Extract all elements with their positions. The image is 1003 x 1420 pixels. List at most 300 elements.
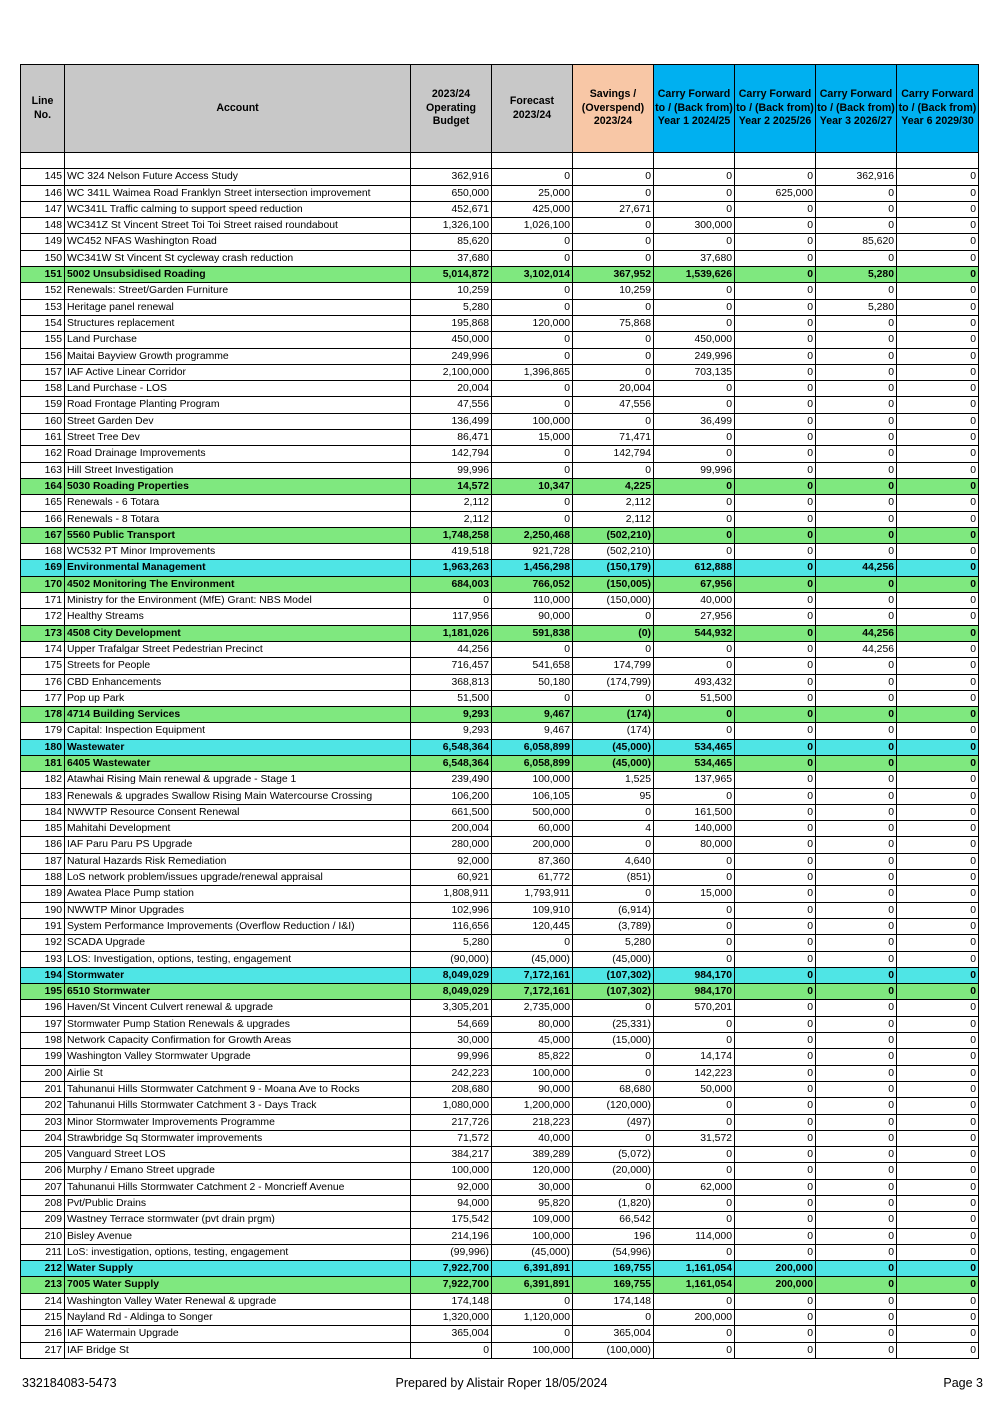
line-number-cell: 161 bbox=[21, 430, 65, 446]
savings-cell: (100,000) bbox=[573, 1342, 654, 1358]
account-cell: IAF Watermain Upgrade bbox=[65, 1326, 411, 1342]
savings-cell: 2,112 bbox=[573, 511, 654, 527]
carry-forward-year-2-cell: 0 bbox=[735, 1244, 816, 1260]
account-cell: Ministry for the Environment (MfE) Grant: NBS Model bbox=[65, 593, 411, 609]
spacer-cell bbox=[654, 153, 735, 169]
carry-forward-year-6-cell: 0 bbox=[897, 185, 979, 201]
line-number-cell: 203 bbox=[21, 1114, 65, 1130]
carry-forward-year-2-cell: 0 bbox=[735, 364, 816, 380]
line-number-cell: 194 bbox=[21, 967, 65, 983]
forecast-cell: 0 bbox=[492, 446, 573, 462]
carry-forward-year-2-cell: 0 bbox=[735, 1130, 816, 1146]
carry-forward-year-6-cell: 0 bbox=[897, 1147, 979, 1163]
carry-forward-year-2-cell: 0 bbox=[735, 1228, 816, 1244]
carry-forward-year-6-cell: 0 bbox=[897, 821, 979, 837]
forecast-cell: 25,000 bbox=[492, 185, 573, 201]
carry-forward-year-2-cell: 0 bbox=[735, 332, 816, 348]
savings-cell: (107,302) bbox=[573, 984, 654, 1000]
table-row bbox=[21, 495, 979, 511]
budget-cell: 239,490 bbox=[411, 772, 492, 788]
line-number-cell: 164 bbox=[21, 478, 65, 494]
savings-cell: 0 bbox=[573, 348, 654, 364]
header-carry-forward-year-1: Carry Forward to / (Back from) Year 1 2024/25 bbox=[654, 65, 735, 153]
savings-cell: (20,000) bbox=[573, 1163, 654, 1179]
forecast-cell: 100,000 bbox=[492, 1065, 573, 1081]
account-cell: Street Tree Dev bbox=[65, 430, 411, 446]
carry-forward-year-1-cell: 0 bbox=[654, 723, 735, 739]
savings-cell: (107,302) bbox=[573, 967, 654, 983]
savings-cell: (1,820) bbox=[573, 1196, 654, 1212]
forecast-cell: 0 bbox=[492, 495, 573, 511]
carry-forward-year-1-cell: 612,888 bbox=[654, 560, 735, 576]
table-row bbox=[21, 658, 979, 674]
carry-forward-year-3-cell: 0 bbox=[816, 1049, 897, 1065]
carry-forward-year-3-cell: 0 bbox=[816, 544, 897, 560]
carry-forward-year-2-cell: 0 bbox=[735, 837, 816, 853]
forecast-cell: 0 bbox=[492, 332, 573, 348]
forecast-cell: (45,000) bbox=[492, 1244, 573, 1260]
savings-cell: (5,072) bbox=[573, 1147, 654, 1163]
table-row bbox=[21, 1049, 979, 1065]
carry-forward-year-1-cell: 0 bbox=[654, 1033, 735, 1049]
carry-forward-year-2-cell: 0 bbox=[735, 348, 816, 364]
carry-forward-year-2-cell: 0 bbox=[735, 707, 816, 723]
table-row bbox=[21, 1293, 979, 1309]
account-cell: Upper Trafalgar Street Pedestrian Precinct bbox=[65, 641, 411, 657]
carry-forward-year-2-cell: 0 bbox=[735, 1342, 816, 1358]
carry-forward-year-6-cell: 0 bbox=[897, 446, 979, 462]
forecast-cell: 0 bbox=[492, 511, 573, 527]
carry-forward-year-6-cell: 0 bbox=[897, 1261, 979, 1277]
account-cell: WC532 PT Minor Improvements bbox=[65, 544, 411, 560]
carry-forward-year-2-cell: 0 bbox=[735, 870, 816, 886]
forecast-cell: 3,102,014 bbox=[492, 267, 573, 283]
forecast-cell: 6,391,891 bbox=[492, 1261, 573, 1277]
budget-cell: 249,996 bbox=[411, 348, 492, 364]
budget-cell: 280,000 bbox=[411, 837, 492, 853]
forecast-cell: 100,000 bbox=[492, 1228, 573, 1244]
carry-forward-year-1-cell: 161,500 bbox=[654, 804, 735, 820]
carry-forward-year-2-cell: 0 bbox=[735, 381, 816, 397]
forecast-cell: 9,467 bbox=[492, 723, 573, 739]
carry-forward-year-1-cell: 0 bbox=[654, 870, 735, 886]
account-cell: Streets for People bbox=[65, 658, 411, 674]
carry-forward-year-1-cell: 0 bbox=[654, 788, 735, 804]
savings-cell: 0 bbox=[573, 690, 654, 706]
budget-cell: 10,259 bbox=[411, 283, 492, 299]
savings-cell: (0) bbox=[573, 625, 654, 641]
line-number-cell: 207 bbox=[21, 1179, 65, 1195]
budget-cell: 1,181,026 bbox=[411, 625, 492, 641]
savings-cell: (54,996) bbox=[573, 1244, 654, 1260]
carry-forward-year-1-cell: 67,956 bbox=[654, 576, 735, 592]
carry-forward-year-1-cell: 0 bbox=[654, 397, 735, 413]
carry-forward-year-1-cell: 984,170 bbox=[654, 984, 735, 1000]
forecast-cell: 7,172,161 bbox=[492, 984, 573, 1000]
line-number-cell: 185 bbox=[21, 821, 65, 837]
budget-cell: 99,996 bbox=[411, 1049, 492, 1065]
carry-forward-year-2-cell: 0 bbox=[735, 772, 816, 788]
line-number-cell: 184 bbox=[21, 804, 65, 820]
line-number-cell: 189 bbox=[21, 886, 65, 902]
carry-forward-year-2-cell: 0 bbox=[735, 413, 816, 429]
table-row bbox=[21, 413, 979, 429]
table-row bbox=[21, 1098, 979, 1114]
account-cell: Environmental Management bbox=[65, 560, 411, 576]
account-cell: Pop up Park bbox=[65, 690, 411, 706]
carry-forward-year-3-cell: 44,256 bbox=[816, 641, 897, 657]
forecast-cell: 87,360 bbox=[492, 853, 573, 869]
carry-forward-year-3-cell: 0 bbox=[816, 1196, 897, 1212]
account-cell: Murphy / Emano Street upgrade bbox=[65, 1163, 411, 1179]
table-row bbox=[21, 853, 979, 869]
budget-cell: 452,671 bbox=[411, 201, 492, 217]
account-cell: SCADA Upgrade bbox=[65, 935, 411, 951]
savings-cell: 0 bbox=[573, 234, 654, 250]
carry-forward-year-2-cell: 0 bbox=[735, 902, 816, 918]
carry-forward-year-2-cell: 0 bbox=[735, 984, 816, 1000]
line-number-cell: 152 bbox=[21, 283, 65, 299]
carry-forward-year-1-cell: 570,201 bbox=[654, 1000, 735, 1016]
carry-forward-year-2-cell: 625,000 bbox=[735, 185, 816, 201]
forecast-cell: 1,120,000 bbox=[492, 1310, 573, 1326]
account-cell: WC 341L Waimea Road Franklyn Street intersection improvement bbox=[65, 185, 411, 201]
budget-cell: 200,004 bbox=[411, 821, 492, 837]
spacer-cell bbox=[492, 153, 573, 169]
table-row bbox=[21, 201, 979, 217]
group-total-row bbox=[21, 755, 979, 771]
spacer-cell bbox=[735, 153, 816, 169]
account-cell: Tahunanui Hills Stormwater Catchment 2 - Moncrieff Avenue bbox=[65, 1179, 411, 1195]
line-number-cell: 200 bbox=[21, 1065, 65, 1081]
table-row bbox=[21, 723, 979, 739]
table-row bbox=[21, 690, 979, 706]
table-row bbox=[21, 446, 979, 462]
line-number-cell: 147 bbox=[21, 201, 65, 217]
table-row bbox=[21, 1326, 979, 1342]
account-cell: Renewals: Street/Garden Furniture bbox=[65, 283, 411, 299]
forecast-cell: 0 bbox=[492, 690, 573, 706]
account-cell: Atawhai Rising Main renewal & upgrade - Stage 1 bbox=[65, 772, 411, 788]
forecast-cell: 120,445 bbox=[492, 918, 573, 934]
carry-forward-year-1-cell: 0 bbox=[654, 1016, 735, 1032]
page-number: Page 3 bbox=[943, 1376, 983, 1390]
carry-forward-year-3-cell: 0 bbox=[816, 755, 897, 771]
carry-forward-year-2-cell: 0 bbox=[735, 951, 816, 967]
carry-forward-year-3-cell: 0 bbox=[816, 609, 897, 625]
line-number-cell: 179 bbox=[21, 723, 65, 739]
carry-forward-year-1-cell: 0 bbox=[654, 478, 735, 494]
carry-forward-year-6-cell: 0 bbox=[897, 1342, 979, 1358]
carry-forward-year-1-cell: 1,539,626 bbox=[654, 267, 735, 283]
carry-forward-year-2-cell: 0 bbox=[735, 1049, 816, 1065]
table-row bbox=[21, 902, 979, 918]
savings-cell: (502,210) bbox=[573, 527, 654, 543]
carry-forward-year-2-cell: 0 bbox=[735, 478, 816, 494]
line-number-cell: 146 bbox=[21, 185, 65, 201]
table-row bbox=[21, 641, 979, 657]
line-number-cell: 178 bbox=[21, 707, 65, 723]
savings-cell: (6,914) bbox=[573, 902, 654, 918]
carry-forward-year-6-cell: 0 bbox=[897, 413, 979, 429]
line-number-cell: 216 bbox=[21, 1326, 65, 1342]
line-number-cell: 167 bbox=[21, 527, 65, 543]
carry-forward-year-1-cell: 984,170 bbox=[654, 967, 735, 983]
carry-forward-year-1-cell: 0 bbox=[654, 283, 735, 299]
forecast-cell: 120,000 bbox=[492, 315, 573, 331]
forecast-cell: 9,467 bbox=[492, 707, 573, 723]
carry-forward-year-1-cell: 544,932 bbox=[654, 625, 735, 641]
forecast-cell: 45,000 bbox=[492, 1033, 573, 1049]
carry-forward-year-1-cell: 0 bbox=[654, 234, 735, 250]
account-cell: Vanguard Street LOS bbox=[65, 1147, 411, 1163]
table-row bbox=[21, 315, 979, 331]
forecast-cell: 6,058,899 bbox=[492, 739, 573, 755]
table-row bbox=[21, 593, 979, 609]
line-number-cell: 187 bbox=[21, 853, 65, 869]
carry-forward-year-2-cell: 0 bbox=[735, 397, 816, 413]
carry-forward-year-6-cell: 0 bbox=[897, 1310, 979, 1326]
carry-forward-year-6-cell: 0 bbox=[897, 527, 979, 543]
carry-forward-year-2-cell: 0 bbox=[735, 201, 816, 217]
forecast-cell: 0 bbox=[492, 935, 573, 951]
carry-forward-year-2-cell: 0 bbox=[735, 918, 816, 934]
carry-forward-year-3-cell: 0 bbox=[816, 870, 897, 886]
account-cell: Road Frontage Planting Program bbox=[65, 397, 411, 413]
line-number-cell: 193 bbox=[21, 951, 65, 967]
budget-cell: 716,457 bbox=[411, 658, 492, 674]
account-cell: Capital: Inspection Equipment bbox=[65, 723, 411, 739]
forecast-cell: 200,000 bbox=[492, 837, 573, 853]
carry-forward-year-3-cell: 0 bbox=[816, 1065, 897, 1081]
carry-forward-year-6-cell: 0 bbox=[897, 169, 979, 185]
budget-cell: 8,049,029 bbox=[411, 967, 492, 983]
carry-forward-year-3-cell: 44,256 bbox=[816, 625, 897, 641]
budget-cell: 1,808,911 bbox=[411, 886, 492, 902]
carry-forward-year-2-cell: 0 bbox=[735, 1179, 816, 1195]
carry-forward-year-3-cell: 0 bbox=[816, 527, 897, 543]
carry-forward-year-3-cell: 0 bbox=[816, 951, 897, 967]
carry-forward-year-3-cell: 0 bbox=[816, 1000, 897, 1016]
account-cell: Tahunanui Hills Stormwater Catchment 3 - Days Track bbox=[65, 1098, 411, 1114]
line-number-cell: 155 bbox=[21, 332, 65, 348]
forecast-cell: 1,793,911 bbox=[492, 886, 573, 902]
line-number-cell: 165 bbox=[21, 495, 65, 511]
section-total-row bbox=[21, 967, 979, 983]
budget-cell: 7,922,700 bbox=[411, 1277, 492, 1293]
forecast-cell: 10,347 bbox=[492, 478, 573, 494]
budget-cell: 2,100,000 bbox=[411, 364, 492, 380]
savings-cell: 174,799 bbox=[573, 658, 654, 674]
carry-forward-year-3-cell: 0 bbox=[816, 821, 897, 837]
table-row bbox=[21, 1244, 979, 1260]
carry-forward-year-1-cell: 0 bbox=[654, 658, 735, 674]
line-number-cell: 183 bbox=[21, 788, 65, 804]
budget-cell: 117,956 bbox=[411, 609, 492, 625]
carry-forward-year-6-cell: 0 bbox=[897, 1081, 979, 1097]
forecast-cell: 425,000 bbox=[492, 201, 573, 217]
account-cell: Heritage panel renewal bbox=[65, 299, 411, 315]
budget-cell: 2,112 bbox=[411, 495, 492, 511]
carry-forward-year-1-cell: 40,000 bbox=[654, 593, 735, 609]
carry-forward-year-1-cell: 31,572 bbox=[654, 1130, 735, 1146]
budget-cell: 14,572 bbox=[411, 478, 492, 494]
carry-forward-year-1-cell: 0 bbox=[654, 1098, 735, 1114]
header-account: Account bbox=[65, 65, 411, 153]
budget-cell: 20,004 bbox=[411, 381, 492, 397]
budget-cell: 661,500 bbox=[411, 804, 492, 820]
budget-cell: 0 bbox=[411, 1342, 492, 1358]
savings-cell: 0 bbox=[573, 1179, 654, 1195]
budget-cell: 384,217 bbox=[411, 1147, 492, 1163]
carry-forward-year-6-cell: 0 bbox=[897, 804, 979, 820]
carry-forward-year-6-cell: 0 bbox=[897, 1114, 979, 1130]
spacer-cell bbox=[65, 153, 411, 169]
forecast-cell: 2,250,468 bbox=[492, 527, 573, 543]
account-cell: Nayland Rd - Aldinga to Songer bbox=[65, 1310, 411, 1326]
budget-cell: 6,548,364 bbox=[411, 739, 492, 755]
carry-forward-year-1-cell: 0 bbox=[654, 544, 735, 560]
carry-forward-year-3-cell: 0 bbox=[816, 1130, 897, 1146]
carry-forward-year-3-cell: 0 bbox=[816, 1293, 897, 1309]
savings-cell: (150,179) bbox=[573, 560, 654, 576]
carry-forward-year-3-cell: 0 bbox=[816, 283, 897, 299]
savings-cell: 5,280 bbox=[573, 935, 654, 951]
carry-forward-year-3-cell: 0 bbox=[816, 381, 897, 397]
carry-forward-year-3-cell: 0 bbox=[816, 1081, 897, 1097]
line-number-cell: 199 bbox=[21, 1049, 65, 1065]
carry-forward-year-2-cell: 0 bbox=[735, 169, 816, 185]
line-number-cell: 180 bbox=[21, 739, 65, 755]
carry-forward-year-2-cell: 0 bbox=[735, 511, 816, 527]
account-cell: System Performance Improvements (Overflow Reduction / I&I) bbox=[65, 918, 411, 934]
spacer-cell bbox=[573, 153, 654, 169]
budget-cell: 0 bbox=[411, 593, 492, 609]
carry-forward-year-3-cell: 0 bbox=[816, 853, 897, 869]
carry-forward-year-3-cell: 0 bbox=[816, 1326, 897, 1342]
carry-forward-year-6-cell: 0 bbox=[897, 1179, 979, 1195]
table-body bbox=[21, 153, 979, 1359]
account-cell: 4508 City Development bbox=[65, 625, 411, 641]
carry-forward-year-6-cell: 0 bbox=[897, 1098, 979, 1114]
carry-forward-year-1-cell: 137,965 bbox=[654, 772, 735, 788]
forecast-cell: 2,735,000 bbox=[492, 1000, 573, 1016]
carry-forward-year-3-cell: 0 bbox=[816, 723, 897, 739]
account-cell: Stormwater bbox=[65, 967, 411, 983]
savings-cell: (851) bbox=[573, 870, 654, 886]
account-cell: 6405 Wastewater bbox=[65, 755, 411, 771]
table-row bbox=[21, 1196, 979, 1212]
carry-forward-year-1-cell: 0 bbox=[654, 1114, 735, 1130]
budget-cell: 242,223 bbox=[411, 1065, 492, 1081]
forecast-cell: 1,026,100 bbox=[492, 218, 573, 234]
carry-forward-year-3-cell: 0 bbox=[816, 446, 897, 462]
budget-cell: 100,000 bbox=[411, 1163, 492, 1179]
table-row bbox=[21, 1310, 979, 1326]
budget-cell: 650,000 bbox=[411, 185, 492, 201]
account-cell: IAF Active Linear Corridor bbox=[65, 364, 411, 380]
line-number-cell: 190 bbox=[21, 902, 65, 918]
line-number-cell: 197 bbox=[21, 1016, 65, 1032]
line-number-cell: 163 bbox=[21, 462, 65, 478]
savings-cell: 20,004 bbox=[573, 381, 654, 397]
line-number-cell: 201 bbox=[21, 1081, 65, 1097]
carry-forward-year-2-cell: 0 bbox=[735, 755, 816, 771]
savings-cell: 174,148 bbox=[573, 1293, 654, 1309]
savings-cell: (150,000) bbox=[573, 593, 654, 609]
carry-forward-year-2-cell: 0 bbox=[735, 690, 816, 706]
line-number-cell: 196 bbox=[21, 1000, 65, 1016]
savings-cell: 68,680 bbox=[573, 1081, 654, 1097]
account-cell: Airlie St bbox=[65, 1065, 411, 1081]
carry-forward-year-1-cell: 0 bbox=[654, 935, 735, 951]
carry-forward-year-1-cell: 114,000 bbox=[654, 1228, 735, 1244]
forecast-cell: 0 bbox=[492, 250, 573, 266]
line-number-cell: 170 bbox=[21, 576, 65, 592]
carry-forward-year-3-cell: 0 bbox=[816, 1147, 897, 1163]
line-number-cell: 186 bbox=[21, 837, 65, 853]
carry-forward-year-3-cell: 0 bbox=[816, 1179, 897, 1195]
savings-cell: 365,004 bbox=[573, 1326, 654, 1342]
carry-forward-year-1-cell: 0 bbox=[654, 201, 735, 217]
account-cell: Structures replacement bbox=[65, 315, 411, 331]
forecast-cell: 60,000 bbox=[492, 821, 573, 837]
line-number-cell: 151 bbox=[21, 267, 65, 283]
budget-cell: 368,813 bbox=[411, 674, 492, 690]
budget-cell: 1,748,258 bbox=[411, 527, 492, 543]
savings-cell: (174,799) bbox=[573, 674, 654, 690]
header-forecast: Forecast 2023/24 bbox=[492, 65, 573, 153]
savings-cell: 75,868 bbox=[573, 315, 654, 331]
carry-forward-year-3-cell: 0 bbox=[816, 690, 897, 706]
table-row bbox=[21, 169, 979, 185]
account-cell: 6510 Stormwater bbox=[65, 984, 411, 1000]
carry-forward-year-3-cell: 5,280 bbox=[816, 267, 897, 283]
savings-cell: (45,000) bbox=[573, 755, 654, 771]
carry-forward-year-6-cell: 0 bbox=[897, 430, 979, 446]
forecast-cell: 90,000 bbox=[492, 609, 573, 625]
line-number-cell: 159 bbox=[21, 397, 65, 413]
table-row bbox=[21, 788, 979, 804]
carry-forward-year-6-cell: 0 bbox=[897, 593, 979, 609]
carry-forward-year-1-cell: 0 bbox=[654, 511, 735, 527]
carry-forward-year-2-cell: 0 bbox=[735, 495, 816, 511]
savings-cell: 71,471 bbox=[573, 430, 654, 446]
line-number-cell: 181 bbox=[21, 755, 65, 771]
line-number-cell: 211 bbox=[21, 1244, 65, 1260]
carry-forward-year-2-cell: 0 bbox=[735, 853, 816, 869]
header-carry-forward-year-6: Carry Forward to / (Back from) Year 6 2029/30 bbox=[897, 65, 979, 153]
table-row bbox=[21, 821, 979, 837]
forecast-cell: 541,658 bbox=[492, 658, 573, 674]
line-number-cell: 204 bbox=[21, 1130, 65, 1146]
account-cell: Wastney Terrace stormwater (pvt drain prgm) bbox=[65, 1212, 411, 1228]
carry-forward-year-6-cell: 0 bbox=[897, 674, 979, 690]
carry-forward-year-6-cell: 0 bbox=[897, 739, 979, 755]
budget-cell: 195,868 bbox=[411, 315, 492, 331]
table-row bbox=[21, 1163, 979, 1179]
carry-forward-year-3-cell: 0 bbox=[816, 1277, 897, 1293]
carry-forward-year-2-cell: 0 bbox=[735, 1000, 816, 1016]
savings-cell: (174) bbox=[573, 723, 654, 739]
carry-forward-year-1-cell: 51,500 bbox=[654, 690, 735, 706]
forecast-cell: 7,172,161 bbox=[492, 967, 573, 983]
group-total-row bbox=[21, 478, 979, 494]
carry-forward-year-1-cell: 300,000 bbox=[654, 218, 735, 234]
carry-forward-year-1-cell: 0 bbox=[654, 1244, 735, 1260]
forecast-cell: 85,822 bbox=[492, 1049, 573, 1065]
budget-cell: 5,280 bbox=[411, 299, 492, 315]
